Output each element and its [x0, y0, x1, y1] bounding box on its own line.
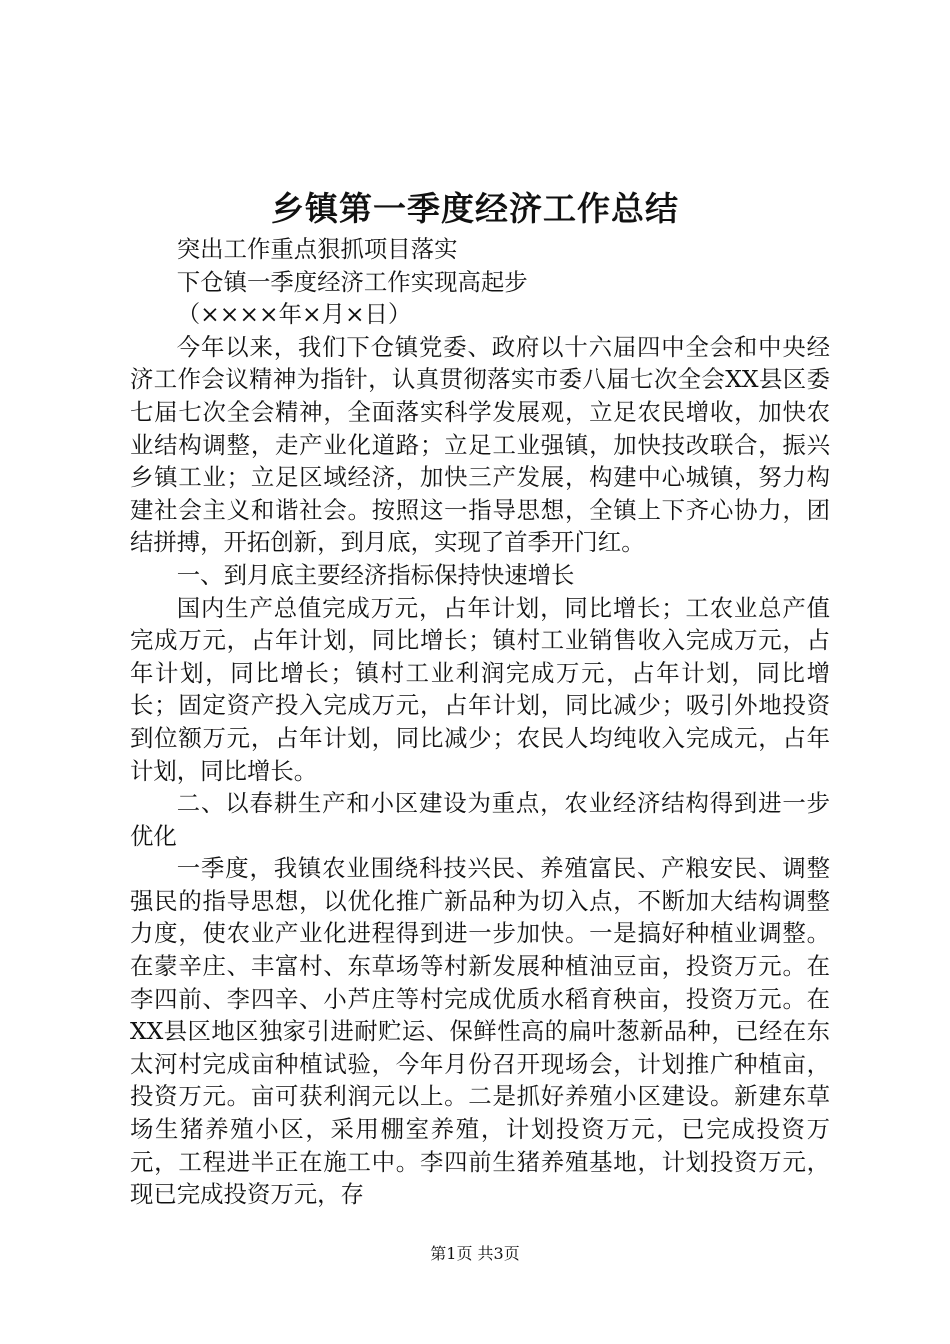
body-paragraph: 一季度，我镇农业围绕科技兴民、养殖富民、产粮安民、调整强民的指导思想，以优化推广新品种为切入点，不断加大结构调整力度，使农业产业化进程得到进一步加快。一是搞好种植业调整。在蒙辛庄、丰富村、东草场等村新发展种植油豆亩，投资万元。在李四前、李四辛、小芦庄等村完成优质水稻育秧亩，投资万元。在XX县区地区独家引进耐贮运、保鲜性高的扁叶葱新品种，已经在东太河村完成亩种植试验，今年月份召开现场会，计划推广种植亩，投资万元。亩可获利润元以上。二是抓好养殖小区建设。新建东草场生猪养殖小区，采用棚室养殖，计划投资万元，已完成投资万元，工程进半正在施工中。李四前生猪养殖基地，计划投资万元，现已完成投资万元，存: [130, 854, 830, 1209]
document-body: [130, 233, 830, 1211]
section-heading: 一、到月底主要经济指标保持快速增长: [176, 560, 575, 589]
document-title: 乡镇第一季度经济工作总结: [271, 189, 679, 228]
section-heading: 二、以春耕生产和小区建设为重点，农业经济结构得到进一步优化: [130, 789, 830, 850]
date-line: （××××年×月×日）: [176, 300, 412, 329]
body-paragraph: 今年以来，我们下仓镇党委、政府以十六届四中全会和中央经济工作会议精神为指针，认真贯彻落实市委八届七次全会XX县区委七届七次全会精神，全面落实科学发展观，立足农民增收，加快农业结构调整，走产业化道路；立足工业强镇，加快技改联合，振兴乡镇工业；立足区域经济，加快三产发展，构建中心城镇，努力构建社会主义和谐社会。按照这一指导思想，全镇上下齐心协力，团结拼搏，开拓创新，到月底，实现了首季开门红。: [130, 332, 830, 557]
body-paragraph: 国内生产总值完成万元，占年计划，同比增长；工农业总产值完成万元，占年计划，同比增长；镇村工业销售收入完成万元，占年计划，同比增长；镇村工业利润完成万元，占年计划，同比增长；固定资产投入完成万元，占年计划，同比减少；吸引外地投资到位额万元，占年计划，同比减少；农民人均纯收入完成元，占年计划，同比增长。: [130, 593, 830, 785]
subtitle-line: 突出工作重点狠抓项目落实: [176, 235, 458, 263]
page-footer: 第1页 共3页: [430, 1244, 520, 1263]
subtitle-line: 下仓镇一季度经济工作实现高起步: [176, 267, 528, 296]
